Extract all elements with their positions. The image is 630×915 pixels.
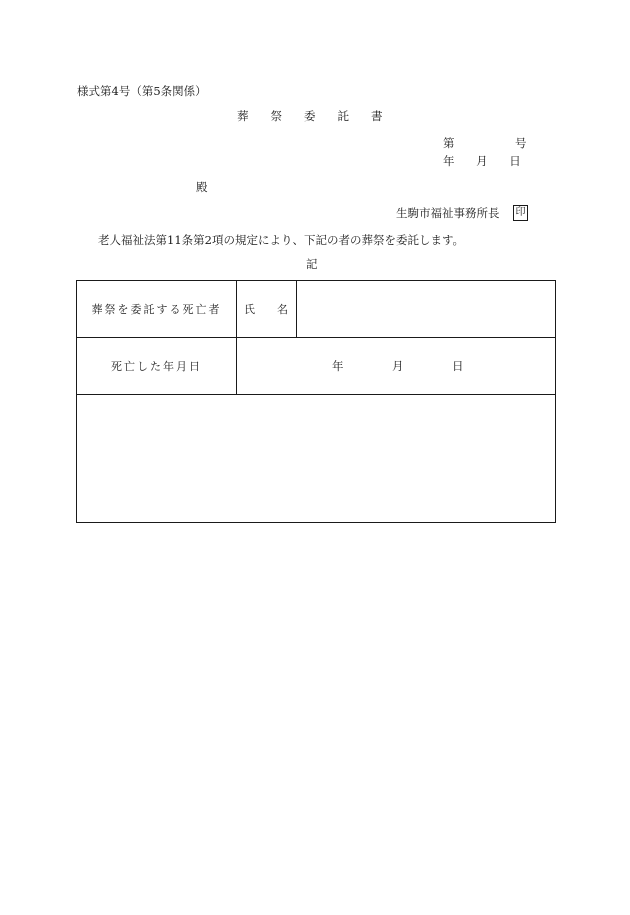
seal-stamp: 印	[513, 205, 528, 221]
deceased-row	[77, 281, 556, 338]
notes-field[interactable]	[77, 395, 556, 523]
death-year-label: 年	[332, 359, 344, 373]
document-number-label: 第	[443, 136, 455, 150]
name-value-field[interactable]	[297, 281, 556, 338]
record-table	[76, 280, 556, 523]
death-date-field[interactable]	[237, 338, 556, 395]
issue-date: 年 月 日	[443, 154, 521, 168]
sender-name: 生駒市福祉事務所長	[396, 206, 500, 220]
form-number: 様式第4号（第5条関係）	[77, 84, 207, 98]
name-label-second: 名	[277, 303, 288, 316]
addressee-suffix: 殿	[196, 180, 208, 194]
death-month-label: 月	[392, 359, 404, 373]
death-day-label: 日	[452, 359, 464, 373]
document-title: 葬祭委託書	[237, 109, 405, 123]
death-date-row	[77, 338, 556, 395]
deceased-label: 葬祭を委託する死亡者	[77, 281, 237, 338]
death-date-label: 死亡した年月日	[77, 338, 237, 395]
body-text: 老人福祉法第11条第2項の規定により、下記の者の葬祭を委託します。	[98, 233, 465, 247]
name-label-first: 氏	[244, 303, 255, 316]
name-label-cell	[237, 281, 297, 338]
ki-heading: 記	[306, 257, 318, 271]
document-number-suffix: 号	[515, 136, 527, 150]
notes-row	[77, 395, 556, 523]
